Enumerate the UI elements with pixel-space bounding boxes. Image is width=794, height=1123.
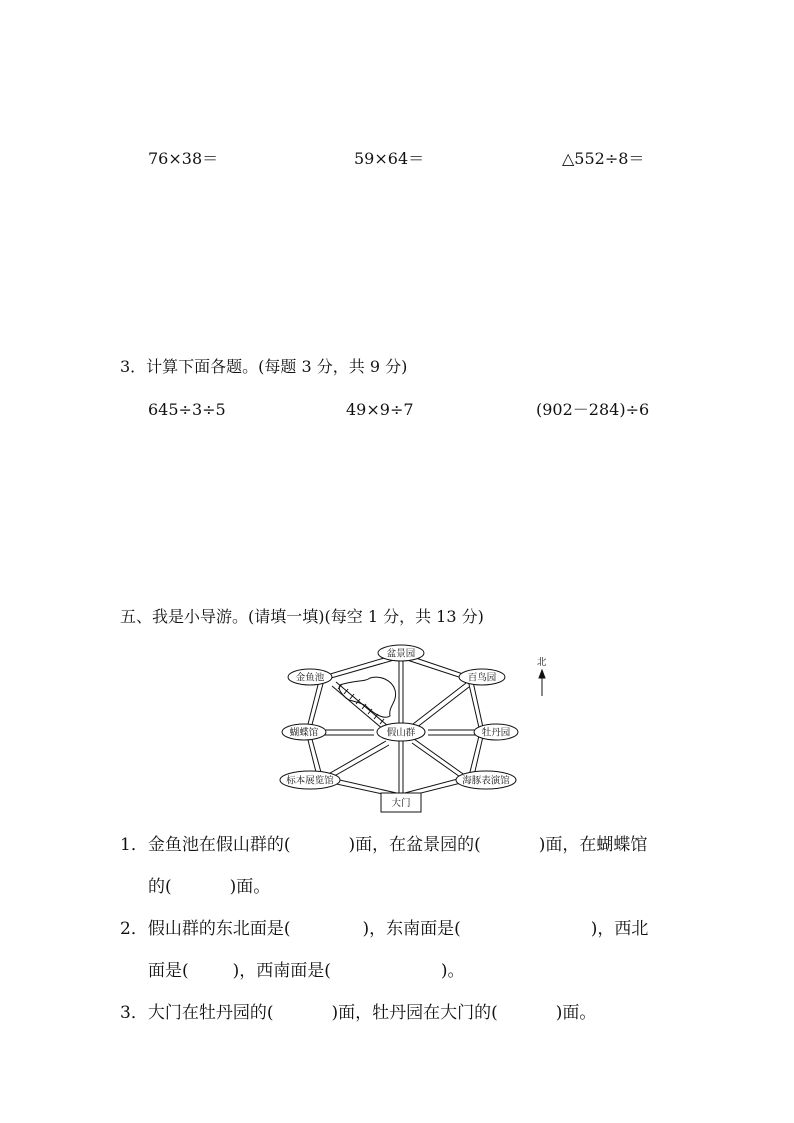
place-goldfish-pond: 金鱼池 (295, 672, 325, 684)
park-map (270, 640, 570, 820)
calc-902: (902－284)÷6 (536, 400, 650, 419)
place-butterfly-hall: 蝴蝶馆 (289, 727, 319, 739)
place-specimen-hall: 标本展览馆 (286, 775, 334, 787)
s5-q2-line2: 面是( )，西南面是( )。 (148, 961, 465, 981)
calc-76x38: 76×38＝ (148, 149, 219, 168)
calc-59x64: 59×64＝ (354, 149, 425, 168)
place-dolphin-show: 海豚表演馆 (462, 775, 510, 787)
s5-q2-line1: 2．假山群的东北面是( )，东南面是( )，西北 (120, 919, 649, 939)
calc-552div8: △552÷8＝ (562, 149, 645, 168)
place-top: 盆景园 (386, 648, 416, 660)
place-peony-garden: 牡丹园 (481, 727, 511, 739)
q3-title: 3．计算下面各题。(每题 3 分，共 9 分) (120, 357, 408, 376)
s5-q1-line2: 的( )面。 (148, 877, 271, 897)
calc-49x9: 49×9÷7 (346, 400, 414, 419)
place-gate: 大门 (391, 798, 411, 809)
north-label: 北 (537, 657, 547, 668)
s5-q1-line1: 1．金鱼池在假山群的( )面，在盆景园的( )面，在蝴蝶馆 (120, 835, 648, 855)
section5-title: 五、我是小导游。(请填一填)(每空 1 分，共 13 分) (120, 607, 484, 626)
place-rockery: 假山群 (386, 727, 416, 739)
s5-q3: 3．大门在牡丹园的( )面，牡丹园在大门的( )面。 (120, 1003, 597, 1023)
place-bird-garden: 百鸟园 (467, 672, 497, 684)
calc-645: 645÷3÷5 (148, 400, 226, 419)
